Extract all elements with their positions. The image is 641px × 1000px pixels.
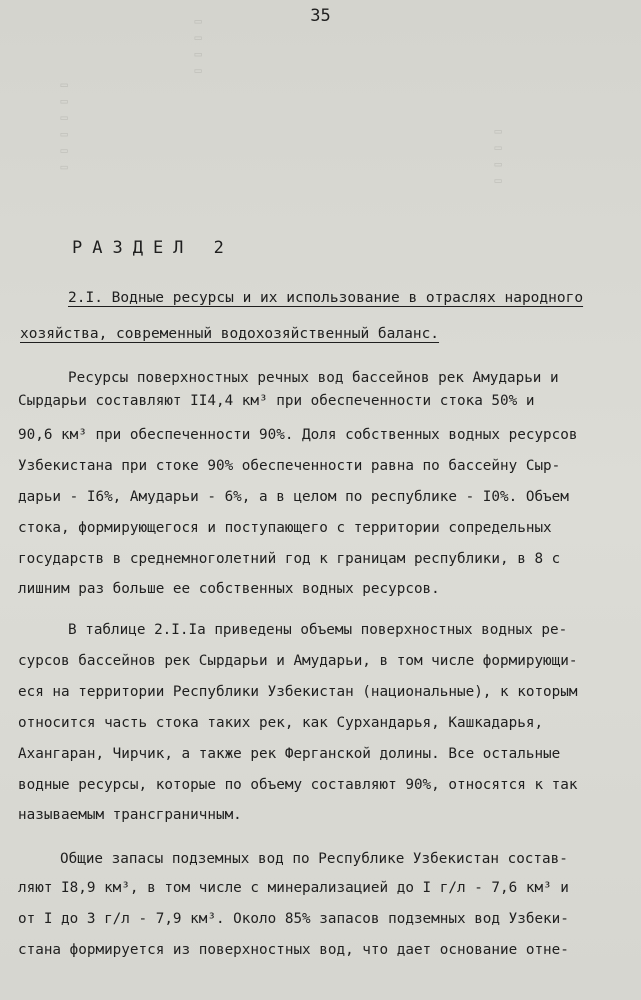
page-number: 35 <box>310 6 331 26</box>
bleed-through-marks: ▯ ▯ ▯ ▯ <box>191 18 206 76</box>
paragraph-line: называемым трансграничным. <box>18 807 242 823</box>
paragraph-line: Общие запасы подземных вод по Республике Узбекистан состав- <box>60 851 568 867</box>
paragraph-line: относится часть стока таких рек, как Сурхандарья, Кашкадарья, <box>18 715 544 731</box>
paragraph-line: дарьи - I6%, Амударьи - 6%, а в целом по республике - I0%. Объем <box>18 489 569 505</box>
paragraph-line: еся на территории Республики Узбекистан (национальные), к которым <box>18 684 578 700</box>
paragraph-line: стана формируется из поверхностных вод, что дает основание отне- <box>18 942 569 958</box>
bleed-through-marks: ▯ ▯ ▯ ▯ <box>491 128 506 186</box>
paragraph-line: В таблице 2.I.Ia приведены объемы поверхностных водных ре- <box>68 622 568 638</box>
paragraph-line: стока, формирующегося и поступающего с территории сопредельных <box>18 520 552 536</box>
paragraph-line: государств в среднемноголетний год к границам республики, в 8 с <box>18 551 561 567</box>
subsection-title-line: хозяйства, современный водохозяйственный баланс. <box>20 326 440 342</box>
paragraph-line: лишним раз больше ее собственных водных ресурсов. <box>18 581 440 597</box>
paragraph-line: ляют I8,9 км³, в том числе с минерализацией до I г/л - 7,6 км³ и <box>18 880 569 896</box>
subsection-title-line: 2.I. Водные ресурсы и их использование в отраслях народного <box>68 290 584 306</box>
bleed-through-marks: ▯ ▯ ▯ ▯ ▯ ▯ <box>58 81 73 173</box>
paragraph-line: водные ресурсы, которые по объему составляют 90%, относятся к так <box>18 777 578 793</box>
paragraph-line: Узбекистана при стоке 90% обеспеченности равна по бассейну Сыр- <box>18 458 561 474</box>
paragraph-line: Ахангаран, Чирчик, а также рек Ферганской долины. Все остальные <box>18 746 561 762</box>
paragraph-line: от I до 3 г/л - 7,9 км³. Около 85% запасов подземных вод Узбеки- <box>18 911 569 927</box>
paragraph-line: Сырдарьи составляют II4,4 км³ при обеспеченности стока 50% и <box>18 393 535 409</box>
paragraph-line: 90,6 км³ при обеспеченности 90%. Доля собственных водных ресурсов <box>18 427 578 443</box>
section-heading: РАЗДЕЛ 2 <box>72 238 234 258</box>
paragraph-line: Ресурсы поверхностных речных вод бассейнов рек Амударьи и <box>68 370 559 386</box>
paragraph-line: сурсов бассейнов рек Сырдарьи и Амударьи, в том числе формирующи- <box>18 653 578 669</box>
